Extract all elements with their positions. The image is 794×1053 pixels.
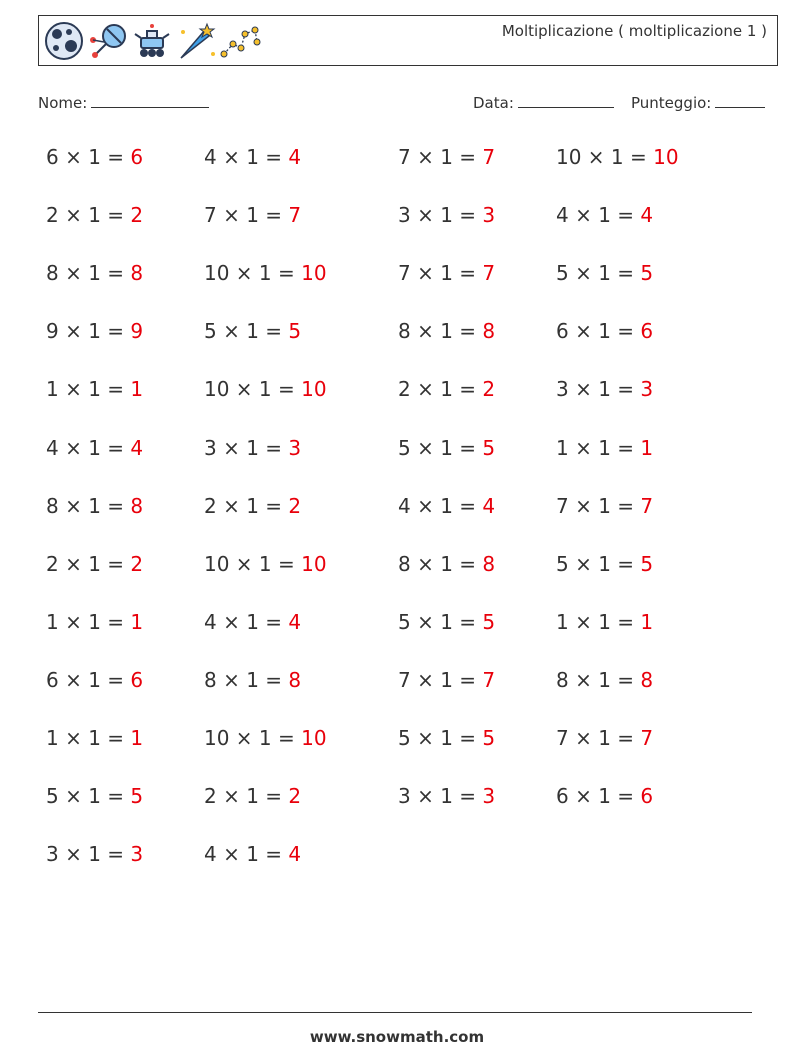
problem-answer: 6 — [640, 319, 654, 344]
problem-answer: 8 — [640, 667, 654, 692]
problem-answer: 1 — [130, 726, 144, 750]
problem-item — [556, 203, 653, 227]
score-field — [631, 93, 765, 112]
problem-question: 8 × 1 = — [398, 319, 483, 344]
problem-question: 4 × 1 = — [204, 145, 289, 169]
problem-question: 4 × 1 = — [398, 493, 483, 518]
problem-answer: 2 — [130, 551, 144, 576]
problem-item — [46, 726, 143, 750]
problem-question: 6 × 1 = — [556, 319, 641, 344]
problem-answer: 4 — [640, 203, 654, 228]
problem-item — [204, 377, 327, 401]
problem-answer: 10 — [301, 261, 327, 286]
problem-question: 7 × 1 = — [556, 726, 641, 750]
problem-item — [398, 377, 495, 401]
problem-answer: 2 — [288, 493, 302, 518]
problem-item — [204, 436, 301, 460]
problem-question: 7 × 1 = — [204, 203, 289, 228]
problem-item — [204, 261, 327, 285]
problem-answer: 7 — [288, 203, 302, 228]
problem-question: 1 × 1 = — [46, 377, 131, 402]
problem-question: 2 × 1 = — [46, 551, 131, 576]
problem-item — [556, 436, 653, 460]
problem-item — [204, 726, 327, 750]
name-label: Nome: — [38, 94, 88, 112]
problem-question: 5 × 1 = — [398, 726, 483, 750]
problem-question: 3 × 1 = — [204, 435, 289, 460]
problem-question: 10 × 1 = — [204, 377, 302, 402]
problem-question: 8 × 1 = — [46, 493, 131, 518]
problem-question: 2 × 1 = — [204, 493, 289, 518]
date-line[interactable] — [518, 93, 614, 108]
problem-item — [46, 784, 143, 808]
problem-item — [556, 145, 679, 169]
problem-answer: 7 — [482, 261, 496, 286]
problem-item — [398, 436, 495, 460]
problem-question: 9 × 1 = — [46, 319, 131, 344]
problem-answer: 5 — [482, 609, 496, 634]
problem-answer: 2 — [130, 203, 144, 228]
header-box — [38, 15, 778, 66]
problem-item — [398, 726, 495, 750]
planet-icon — [43, 20, 85, 62]
problem-row — [46, 552, 766, 582]
problem-row — [46, 668, 766, 698]
problem-item — [556, 319, 653, 343]
problem-question: 7 × 1 = — [556, 493, 641, 518]
score-label: Punteggio: — [631, 94, 712, 112]
rover-icon — [131, 20, 173, 62]
problem-item — [556, 784, 653, 808]
problem-item — [204, 203, 301, 227]
problem-answer: 4 — [130, 435, 144, 460]
problem-row — [46, 145, 766, 175]
problem-row — [46, 319, 766, 349]
problem-item — [398, 319, 495, 343]
problem-question: 5 × 1 = — [46, 784, 131, 809]
problem-question: 4 × 1 = — [204, 842, 289, 867]
problem-question: 10 × 1 = — [556, 145, 654, 169]
problem-question: 8 × 1 = — [398, 551, 483, 576]
problem-answer: 5 — [640, 261, 654, 286]
problem-answer: 6 — [130, 145, 144, 169]
problem-row — [46, 610, 766, 640]
problem-item — [204, 145, 301, 169]
problem-item — [204, 842, 301, 866]
problem-item — [398, 552, 495, 576]
problem-answer: 3 — [482, 784, 496, 809]
problem-item — [556, 668, 653, 692]
problem-question: 7 × 1 = — [398, 261, 483, 286]
problem-answer: 10 — [653, 145, 679, 169]
problem-item — [204, 552, 327, 576]
problem-question: 10 × 1 = — [204, 261, 302, 286]
problem-answer: 8 — [482, 319, 496, 344]
problem-question: 10 × 1 = — [204, 726, 302, 750]
problem-row — [46, 377, 766, 407]
problem-question: 8 × 1 = — [46, 261, 131, 286]
problem-question: 4 × 1 = — [556, 203, 641, 228]
problem-row — [46, 203, 766, 233]
problem-item — [46, 261, 143, 285]
problem-question: 6 × 1 = — [46, 667, 131, 692]
problem-item — [204, 668, 301, 692]
problem-row — [46, 726, 766, 756]
problem-question: 5 × 1 = — [398, 435, 483, 460]
problem-question: 3 × 1 = — [398, 784, 483, 809]
problem-item — [556, 552, 653, 576]
problem-row — [46, 261, 766, 291]
problem-item — [204, 784, 301, 808]
problem-item — [398, 261, 495, 285]
satellite-icon — [87, 20, 129, 62]
problem-row — [46, 436, 766, 466]
problem-item — [46, 436, 143, 460]
problem-answer: 3 — [482, 203, 496, 228]
problem-item — [46, 494, 143, 518]
problem-question: 5 × 1 = — [556, 551, 641, 576]
problem-question: 2 × 1 = — [46, 203, 131, 228]
problem-question: 5 × 1 = — [556, 261, 641, 286]
problem-answer: 4 — [288, 145, 302, 169]
problem-answer: 2 — [288, 784, 302, 809]
problem-answer: 3 — [640, 377, 654, 402]
problem-answer: 8 — [130, 493, 144, 518]
problem-question: 1 × 1 = — [556, 435, 641, 460]
footer-divider — [38, 1012, 752, 1013]
problem-item — [46, 377, 143, 401]
problem-answer: 10 — [301, 377, 327, 402]
problem-answer: 4 — [482, 493, 496, 518]
problem-item — [46, 203, 143, 227]
problem-item — [46, 319, 143, 343]
problem-answer: 1 — [130, 609, 144, 634]
problem-item — [46, 668, 143, 692]
problem-item — [556, 377, 653, 401]
problem-question: 10 × 1 = — [204, 551, 302, 576]
problem-question: 4 × 1 = — [46, 435, 131, 460]
problem-item — [398, 145, 495, 169]
problem-answer: 1 — [640, 609, 654, 634]
problem-item — [204, 319, 301, 343]
problem-question: 6 × 1 = — [556, 784, 641, 809]
problem-question: 5 × 1 = — [398, 609, 483, 634]
constellation-icon — [219, 20, 261, 62]
problem-row — [46, 842, 766, 872]
problem-answer: 4 — [288, 842, 302, 867]
problem-item — [398, 668, 495, 692]
worksheet-title: Moltiplicazione ( moltiplicazione 1 ) — [501, 22, 767, 40]
problem-question: 3 × 1 = — [556, 377, 641, 402]
problem-item — [46, 552, 143, 576]
problem-row — [46, 784, 766, 814]
problem-answer: 3 — [288, 435, 302, 460]
problem-answer: 10 — [301, 726, 327, 750]
problem-question: 7 × 1 = — [398, 667, 483, 692]
score-line[interactable] — [715, 93, 765, 108]
footer-website: www.snowmath.com — [309, 1028, 485, 1046]
problem-answer: 9 — [130, 319, 144, 344]
problem-question: 1 × 1 = — [46, 609, 131, 634]
problem-item — [204, 494, 301, 518]
problem-answer: 5 — [288, 319, 302, 344]
problem-question: 3 × 1 = — [46, 842, 131, 867]
problem-answer: 5 — [640, 551, 654, 576]
problem-answer: 5 — [130, 784, 144, 809]
problem-item — [46, 610, 143, 634]
problem-question: 3 × 1 = — [398, 203, 483, 228]
problem-question: 4 × 1 = — [204, 609, 289, 634]
problem-question: 7 × 1 = — [398, 145, 483, 169]
problem-question: 8 × 1 = — [204, 667, 289, 692]
problem-answer: 1 — [640, 435, 654, 460]
header-icons — [43, 20, 261, 62]
problem-answer: 6 — [640, 784, 654, 809]
problem-row — [46, 494, 766, 524]
problem-answer: 1 — [130, 377, 144, 402]
problem-question: 1 × 1 = — [46, 726, 131, 750]
problem-answer: 7 — [482, 145, 496, 169]
problem-answer: 6 — [130, 667, 144, 692]
problem-item — [398, 784, 495, 808]
name-field — [38, 93, 209, 112]
problem-item — [556, 494, 653, 518]
problem-question: 5 × 1 = — [204, 319, 289, 344]
problem-question: 6 × 1 = — [46, 145, 131, 169]
problem-question: 8 × 1 = — [556, 667, 641, 692]
problem-answer: 7 — [640, 493, 654, 518]
problem-item — [46, 842, 143, 866]
problem-answer: 2 — [482, 377, 496, 402]
problem-item — [398, 610, 495, 634]
problem-answer: 5 — [482, 435, 496, 460]
problem-answer: 5 — [482, 726, 496, 750]
problem-question: 2 × 1 = — [204, 784, 289, 809]
problem-question: 2 × 1 = — [398, 377, 483, 402]
date-field — [473, 93, 614, 112]
problem-answer: 8 — [130, 261, 144, 286]
problem-question: 1 × 1 = — [556, 609, 641, 634]
problem-answer: 4 — [288, 609, 302, 634]
problem-item — [556, 726, 653, 750]
name-line[interactable] — [91, 93, 209, 108]
problem-item — [556, 261, 653, 285]
date-label: Data: — [473, 94, 514, 112]
problem-item — [556, 610, 653, 634]
problem-answer: 10 — [301, 551, 327, 576]
problem-answer: 8 — [288, 667, 302, 692]
problem-answer: 8 — [482, 551, 496, 576]
problem-item — [398, 203, 495, 227]
problem-answer: 3 — [130, 842, 144, 867]
problem-answer: 7 — [640, 726, 654, 750]
problem-item — [46, 145, 143, 169]
problem-item — [204, 610, 301, 634]
problem-answer: 7 — [482, 667, 496, 692]
problem-item — [398, 494, 495, 518]
comet-icon — [175, 20, 217, 62]
